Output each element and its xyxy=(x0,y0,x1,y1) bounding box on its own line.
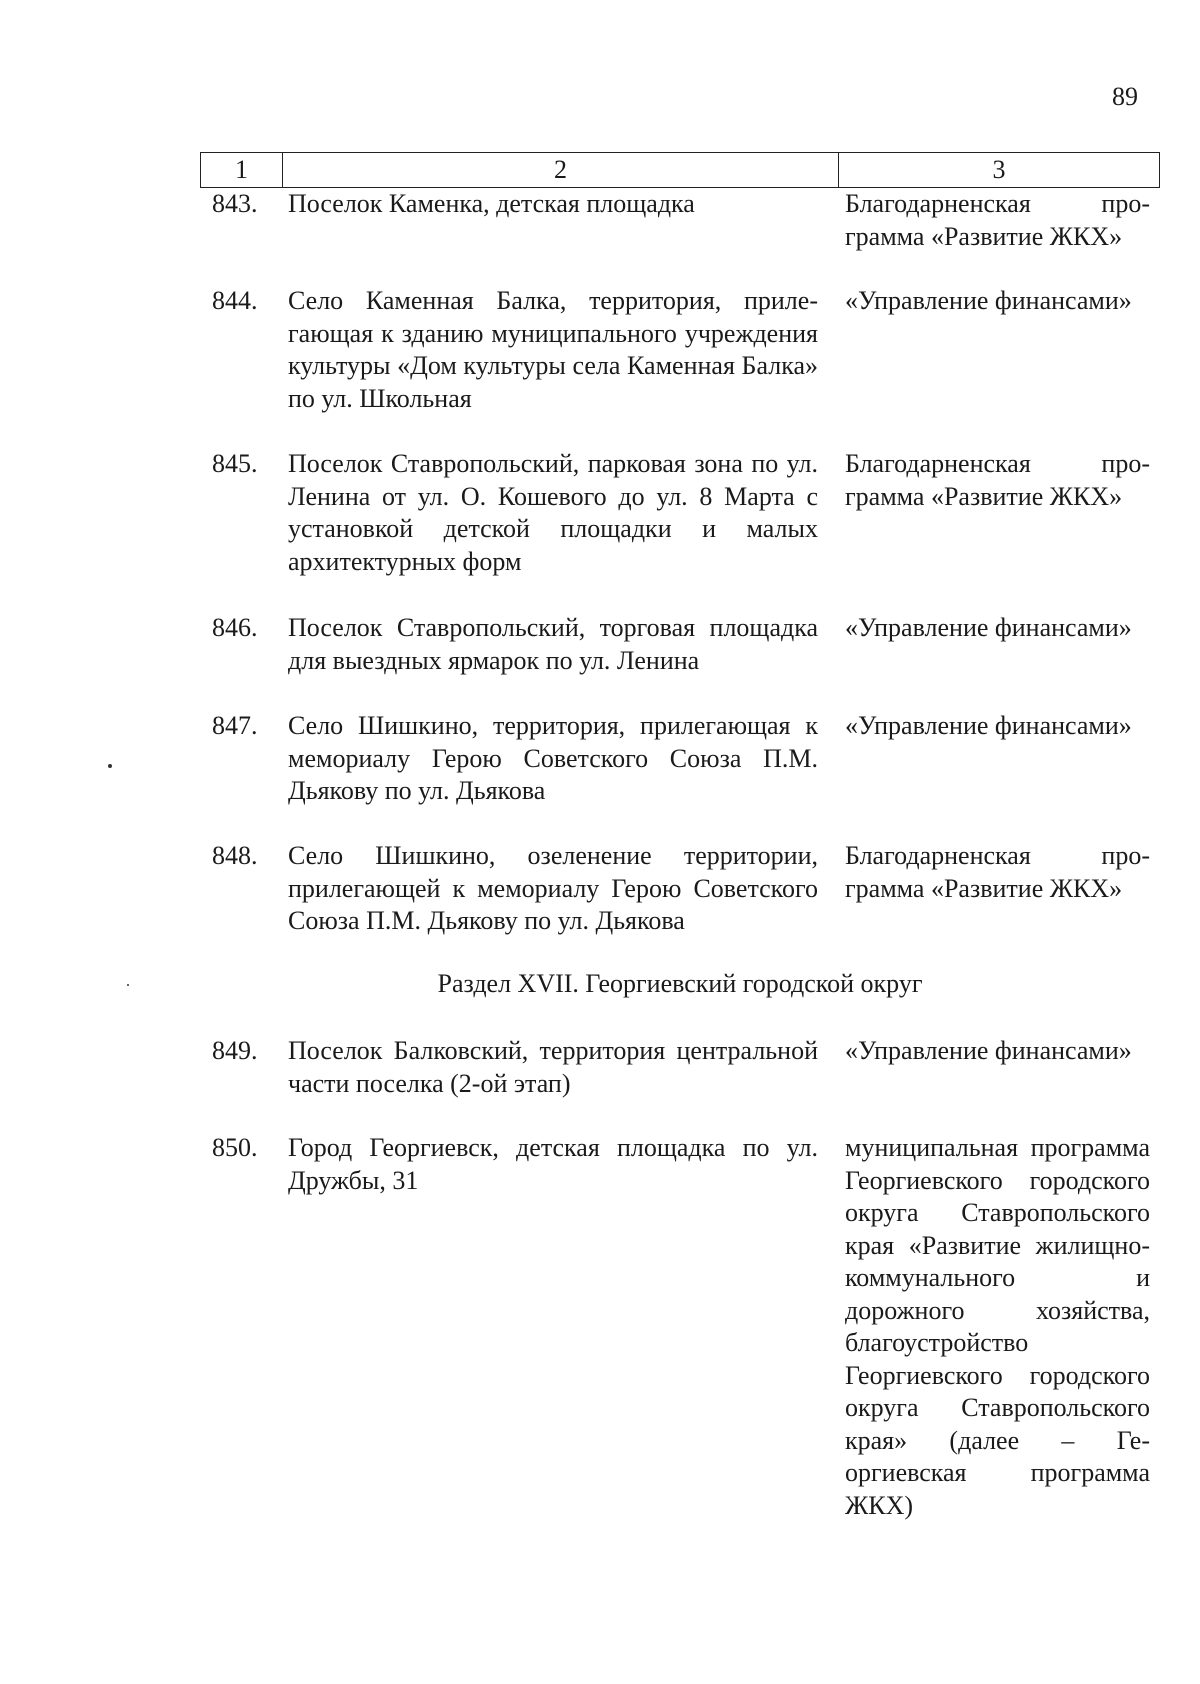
row-description: Село Каменная Балка, территория, прилегающая к зданию муниципального учреждения культуры «Дом культуры села Каменная Балка» по ул. Школьная xyxy=(288,286,818,413)
row-number: 846. xyxy=(212,613,258,642)
row-number: 849. xyxy=(212,1036,258,1065)
row-program: «Управление финансами» xyxy=(845,711,1132,740)
row-number: 847. xyxy=(212,711,258,740)
section-heading: Раздел XVII. Георгиевский городской округ xyxy=(437,969,923,998)
column-header-2: 2 xyxy=(283,153,839,187)
table-header-row xyxy=(200,152,1160,188)
row-description: Поселок Ставропольский, торговая площадка для выездных ярмарок по ул. Ленина xyxy=(288,613,818,675)
row-description: Село Шишкино, территория, прилегающая к мемориалу Герою Советского Союза П.М. Дьякову по ул. Дьякова xyxy=(288,711,818,805)
row-number: 850. xyxy=(212,1133,258,1162)
row-number: 844. xyxy=(212,286,258,315)
column-header-1: 1 xyxy=(201,153,283,187)
row-description: Поселок Балковский, территория центральной части поселка (2-ой этап) xyxy=(288,1036,818,1098)
row-program: «Управление финансами» xyxy=(845,613,1132,642)
row-number: 848. xyxy=(212,841,258,870)
row-program: Благодарненская программа «Развитие ЖКХ» xyxy=(845,841,1150,903)
scan-speck xyxy=(108,764,112,768)
row-program: Благодарненская программа «Развитие ЖКХ» xyxy=(845,449,1150,511)
row-description: Поселок Ставропольский, парковая зона по ул. Ленина от ул. О. Кошевого до ул. 8 Марта с установкой детской площадки и малых архитектурных форм xyxy=(288,449,818,576)
scan-speck xyxy=(127,984,129,986)
row-program: муниципальная программа Георгиевского городского округа Ставропольского края «Развитие жилищно-коммунального и дорожного хозяйства, благоустройство Георгиевского городского округа Ставропольского края» (далее – Георгиевская программа ЖКХ) xyxy=(845,1133,1150,1520)
page-number: 89 xyxy=(1112,82,1138,111)
row-program: «Управление финансами» xyxy=(845,286,1132,315)
row-number: 843. xyxy=(212,189,258,218)
row-number: 845. xyxy=(212,449,258,478)
row-program: «Управление финансами» xyxy=(845,1036,1132,1065)
row-description: Город Георгиевск, детская площадка по ул. Дружбы, 31 xyxy=(288,1133,818,1195)
column-header-3: 3 xyxy=(992,155,1006,184)
row-program: Благодарненская программа «Развитие ЖКХ» xyxy=(845,189,1150,251)
row-description: Село Шишкино, озеленение территории, прилегающей к мемориалу Герою Советского Союза П.М. Дьякову по ул. Дьякова xyxy=(288,841,818,935)
row-description: Поселок Каменка, детская площадка xyxy=(288,189,695,218)
